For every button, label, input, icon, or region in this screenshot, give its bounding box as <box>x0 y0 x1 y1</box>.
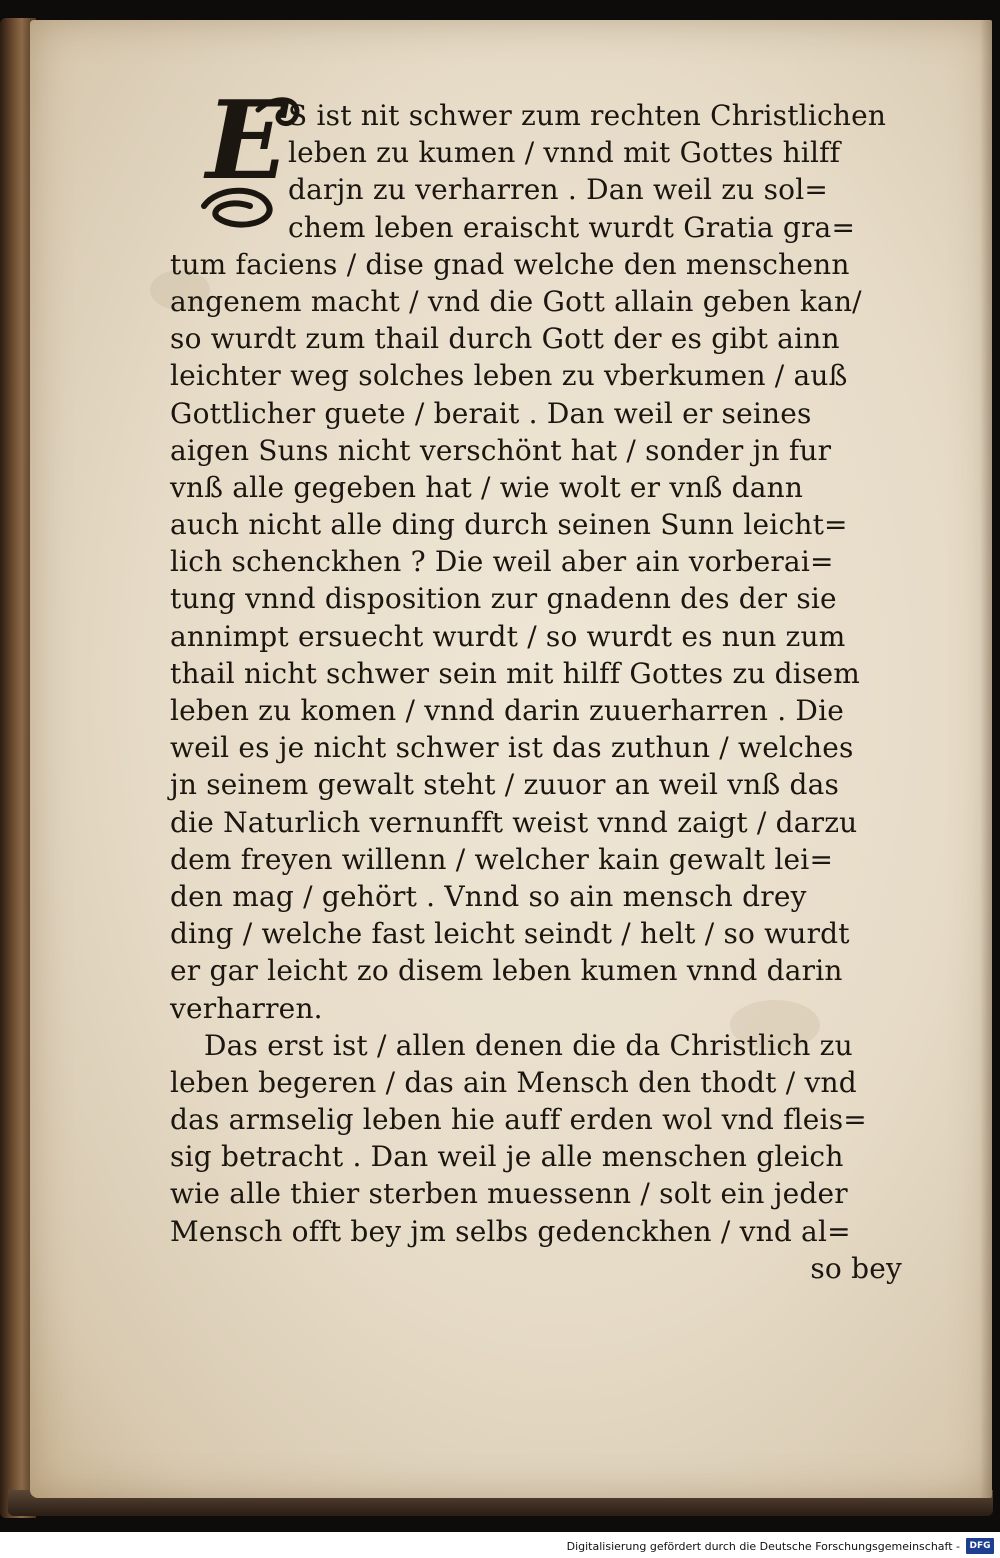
text-line: das armselig leben hie auff erden wol vnd fleis= <box>170 1103 867 1137</box>
text-line: den mag / gehört . Vnnd so ain mensch drey <box>170 879 807 913</box>
text-line: leichter weg solches leben zu vberkumen / auß <box>170 359 848 393</box>
text-line: annimpt ersuecht wurdt / so wurdt es nun zum <box>170 619 846 653</box>
body-text <box>170 97 910 1287</box>
text-line: vnß alle gegeben hat / wie wolt er vnß dann <box>170 470 804 504</box>
text-line: angenem macht / vnd die Gott allain geben kan/ <box>170 284 862 318</box>
funding-credit: Digitalisierung gefördert durch die Deutsche Forschungsgemeinschaft - <box>566 1540 960 1553</box>
text-line: lich schenckhen ? Die weil aber ain vorberai= <box>170 545 834 579</box>
text-line: verharren. <box>170 991 323 1025</box>
text-line: er gar leicht zo disem leben kumen vnnd darin <box>170 954 843 988</box>
text-line: Das erst ist / allen denen die da Christlich zu <box>204 1028 853 1062</box>
text-line: tum faciens / dise gnad welche den menschenn <box>170 247 850 281</box>
text-line: ding / welche fast leicht seindt / helt / so wurdt <box>170 917 850 951</box>
text-line: Mensch offt bey jm selbs gedenckhen / vnd al= <box>170 1214 851 1248</box>
footer-bar <box>0 1532 1000 1558</box>
text-line: weil es je nicht schwer ist das zuthun / welches <box>170 731 854 765</box>
svg-text:E: E <box>206 86 289 204</box>
text-line: thail nicht schwer sein mit hilff Gottes zu disem <box>170 656 861 690</box>
dfg-logo: DFG <box>966 1538 994 1554</box>
text-line: S ist nit schwer zum rechten Christlichen <box>288 99 887 132</box>
text-line: Gottlicher guete / berait . Dan weil er seines <box>170 396 812 430</box>
text-line: leben zu komen / vnnd darin zuuerharren . Die <box>170 694 844 727</box>
text-line: aigen Suns nicht verschönt hat / sonder jn fur <box>170 433 832 467</box>
text-line: die Naturlich vernunfft weist vnnd zaigt / darzu <box>170 805 858 839</box>
text-line: jn seinem gewalt steht / zuuor an weil vnß das <box>170 768 840 802</box>
text-line: dem freyen willenn / welcher kain gewalt lei= <box>170 842 834 876</box>
text-line: leben zu kumen / vnnd mit Gottes hilff <box>288 136 841 170</box>
page-edge-shadow <box>980 20 992 1498</box>
text-line: wie alle thier sterben muessenn / solt ein jeder <box>170 1177 848 1211</box>
text-line: tung vnnd disposition zur gnadenn des der sie <box>170 582 837 616</box>
text-line: so wurdt zum thail durch Gott der es gibt ainn <box>170 322 840 356</box>
catchword: so bey <box>810 1251 902 1285</box>
text-line: darjn zu verharren . Dan weil zu sol= <box>288 173 829 207</box>
text-line: chem leben eraischt wurdt Gratia gra= <box>288 210 856 244</box>
text-line: auch nicht alle ding durch seinen Sunn leicht= <box>170 508 848 542</box>
text-line: leben begeren / das ain Mensch den thodt / vnd <box>170 1065 857 1099</box>
text-line: sig betracht . Dan weil je alle menschen gleich <box>170 1140 844 1174</box>
